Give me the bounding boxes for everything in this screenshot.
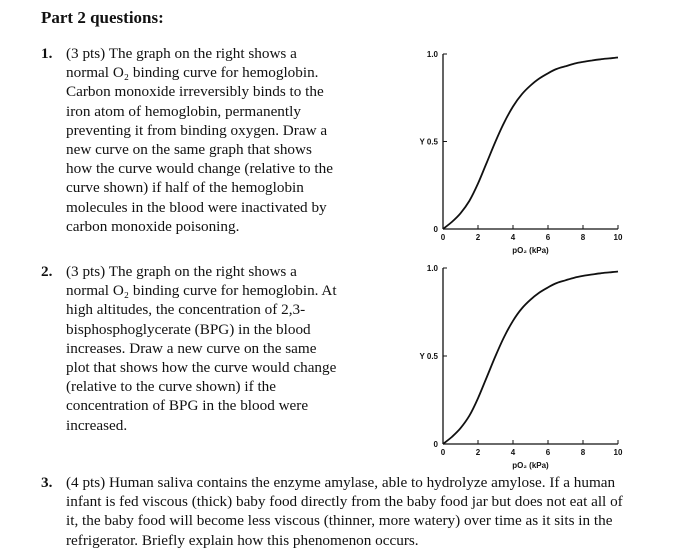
x-tick-label: 4: [510, 233, 516, 242]
y-tick-label: Y 0.5: [419, 352, 438, 361]
x-tick-label: 8: [580, 448, 586, 457]
x-axis-label: pO₂ (kPa): [512, 461, 549, 470]
oxygen-binding-chart-2: [380, 258, 650, 476]
x-tick-label: 10: [613, 233, 623, 242]
binding-curve: [443, 272, 618, 445]
question-line: increased.: [66, 416, 128, 434]
x-tick-label: 0: [440, 233, 446, 242]
x-tick-label: 4: [510, 448, 516, 457]
question-number: 2.: [41, 263, 53, 280]
question-line: infant is fed viscous (thick) baby food directly from the baby food jar but does not eat all of: [66, 493, 623, 511]
x-tick-label: 10: [613, 448, 623, 457]
x-tick-label: 0: [440, 448, 446, 457]
question-line: normal O₂ binding curve for hemoglobin.: [66, 64, 319, 82]
question-text: [66, 262, 376, 435]
y-tick-label: 0: [433, 225, 438, 234]
y-tick-label: 1.0: [426, 264, 438, 273]
question-line: molecules in the blood were inactivated by: [66, 198, 327, 216]
x-tick-label: 8: [580, 233, 586, 242]
question-line: how the curve would change (relative to the: [66, 160, 333, 178]
oxygen-binding-chart-1: [380, 40, 650, 265]
page-heading: Part 2 questions:: [41, 8, 164, 27]
question-line: carbon monoxide poisoning.: [66, 217, 240, 235]
question-line: Carbon monoxide irreversibly binds to the: [66, 83, 324, 101]
question-line: iron atom of hemoglobin, permanently: [66, 102, 301, 120]
question-text: [66, 473, 678, 550]
question-number: 1.: [41, 45, 53, 62]
x-tick-label: 6: [545, 233, 551, 242]
question-line: (4 pts) Human saliva contains the enzyme amylase, able to hydrolyze amylose. If a human: [66, 474, 616, 491]
x-axis-label: pO₂ (kPa): [512, 246, 549, 255]
question-line: (3 pts) The graph on the right shows a: [66, 45, 297, 62]
question-line: concentration of BPG in the blood were: [66, 397, 309, 415]
question-line: increases. Draw a new curve on the same: [66, 339, 317, 357]
question-line: plot that shows how the curve would change: [66, 359, 337, 377]
x-tick-label: 2: [475, 448, 481, 457]
question-text: [66, 44, 371, 236]
x-tick-label: 2: [475, 233, 481, 242]
question-line: (relative to the curve shown) if the: [66, 378, 277, 396]
y-tick-label: 1.0: [426, 50, 438, 59]
binding-curve: [443, 58, 618, 230]
question-line: refrigerator. Briefly explain how this phenomenon occurs.: [66, 531, 419, 549]
y-tick-label: Y 0.5: [419, 137, 438, 147]
question-line: high altitudes, the concentration of 2,3-: [66, 301, 306, 319]
question-line: normal O₂ binding curve for hemoglobin. At: [66, 282, 337, 300]
question-number: 3.: [41, 474, 53, 491]
question-line: (3 pts) The graph on the right shows a: [66, 263, 297, 280]
question-line: bisphosphoglycerate (BPG) in the blood: [66, 320, 311, 338]
question-line: new curve on the same graph that shows: [66, 141, 312, 159]
y-tick-label: 0: [433, 440, 438, 449]
question-line: preventing it from binding oxygen. Draw a: [66, 121, 328, 139]
x-tick-label: 6: [545, 448, 551, 457]
question-line: it, the baby food will become less viscous (thinner, more watery) over time as it sits in the: [66, 512, 613, 530]
question-line: curve shown) if half of the hemoglobin: [66, 179, 304, 197]
